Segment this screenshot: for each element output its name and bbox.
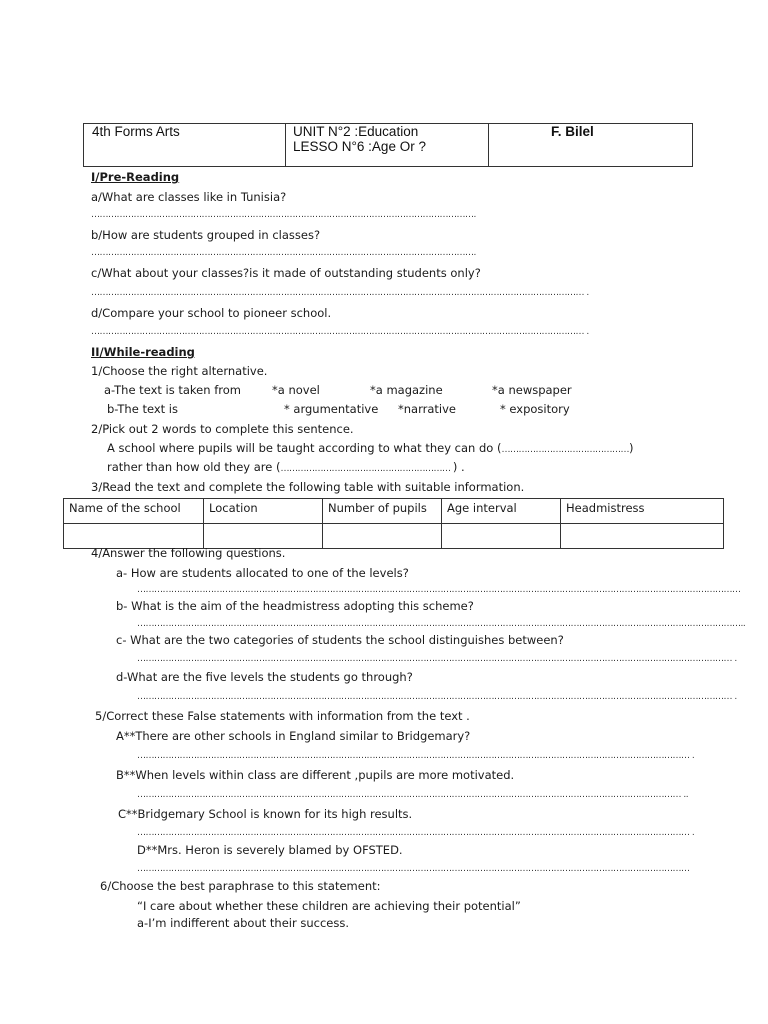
q1a-label: a-The text is taken from [104, 383, 241, 397]
cell-age[interactable] [442, 524, 561, 549]
q1a-option-newspaper[interactable]: *a newspaper [492, 383, 572, 397]
answer-line[interactable]: …………………………………………………………………………………………………………………………………………………………………………………………….. [137, 619, 746, 629]
answer-line[interactable]: ………………………………………………………………………………………………………………………. [91, 248, 476, 258]
cell-pupils[interactable] [323, 524, 442, 549]
cell-school[interactable] [64, 524, 204, 549]
header-table [83, 123, 693, 167]
question-b: b/How are students grouped in classes? [91, 228, 321, 242]
q2-sentence-2-end: ) . [452, 460, 465, 474]
header-location: Location [204, 499, 323, 524]
question-d: d/Compare your school to pioneer school. [91, 306, 332, 320]
header-name-of-school: Name of the school [64, 499, 204, 524]
blank-2[interactable]: …………………………………………………… [280, 464, 453, 474]
unit-title: UNIT N°2 :Education [293, 124, 419, 139]
question-2: 2/Pick out 2 words to complete this sentence. [91, 422, 354, 436]
statement-a: A**There are other schools in England similar to Bridgemary? [116, 729, 471, 743]
q2-sentence-2-text: rather than how old they are ( [107, 460, 281, 474]
question-4d: d-What are the five levels the students go through? [116, 670, 413, 684]
answer-line[interactable]: …………………………………………………………………………………………………………………………………………………………………………… . [137, 828, 695, 838]
header-headmistress: Headmistress [561, 499, 724, 524]
section-while-reading: II/While-reading [91, 345, 195, 359]
table-row [64, 524, 724, 549]
q1b-label: b-The text is [107, 402, 178, 416]
answer-line[interactable]: …………………………………………………………………………………………………………………………………………………………………………… [137, 864, 690, 874]
cell-location[interactable] [204, 524, 323, 549]
answer-line[interactable]: …………………………………………………………………………………………………………………………………………………………………………………………… [137, 585, 741, 595]
question-a: a/What are classes like in Tunisia? [91, 190, 287, 204]
question-4: 4/Answer the following questions. [91, 546, 286, 560]
teacher-name: F. Bilel [551, 124, 594, 139]
question-4a: a- How are students allocated to one of the levels? [116, 566, 409, 580]
cell-headmistress[interactable] [561, 524, 724, 549]
answer-line[interactable]: ………………………………………………………………………………………………………………………………………………………………………………………… . [137, 654, 737, 664]
statement-c: C**Bridgemary School is known for its high results. [118, 807, 413, 821]
class-name: 4th Forms Arts [92, 124, 180, 139]
q1b-option-argumentative[interactable]: * argumentative [284, 402, 379, 416]
question-4c: c- What are the two categories of students the school distinguishes between? [116, 633, 564, 647]
answer-line[interactable]: …………………………………………………………………………………………………………………………………………………………………………… . [137, 751, 695, 761]
q2-sentence-1-text: A school where pupils will be taught according to what they can do ( [107, 441, 502, 455]
answer-line[interactable]: ………………………………………………………………………………………………………………………………………………………… . [91, 327, 589, 337]
answer-line[interactable]: ………………………………………………………………………………………………………………………………………………………………………………………… . [137, 692, 737, 702]
q1a-option-novel[interactable]: *a novel [272, 383, 320, 397]
question-6: 6/Choose the best paraphrase to this statement: [100, 879, 381, 893]
q2-sentence-2 [107, 460, 465, 474]
statement-b: B**When levels within class are different ,pupils are more motivated. [116, 768, 515, 782]
q1b-option-narrative[interactable]: *narrative [398, 402, 456, 416]
q2-sentence-1 [107, 441, 633, 455]
header-divider [488, 124, 489, 166]
question-5: 5/Correct these False statements with information from the text . [95, 709, 470, 723]
q2-sentence-1-end: ) [628, 441, 634, 455]
question-c: c/What about your classes?is it made of outstanding students only? [91, 266, 481, 280]
header-divider [285, 124, 286, 166]
header-number-of-pupils: Number of pupils [323, 499, 442, 524]
table-header-row [64, 499, 724, 524]
lesson-title: LESSO N°6 :Age Or ? [293, 139, 426, 154]
answer-line[interactable]: ………………………………………………………………………………………………………………………………………………………………………… .. [137, 790, 689, 800]
info-table [63, 498, 724, 549]
quote-statement: “I care about whether these children are achieving their potential” [137, 899, 521, 913]
question-4b: b- What is the aim of the headmistress adopting this scheme? [116, 599, 474, 613]
question-3: 3/Read the text and complete the following table with suitable information. [91, 480, 525, 494]
q1b-option-expository[interactable]: * expository [500, 402, 570, 416]
q1a-option-magazine[interactable]: *a magazine [370, 383, 443, 397]
option-6a[interactable]: a-I’m indifferent about their success. [137, 916, 350, 930]
header-age-interval: Age interval [442, 499, 561, 524]
statement-d: D**Mrs. Heron is severely blamed by OFSTED. [137, 843, 403, 857]
answer-line[interactable]: ………………………………………………………………………………………………………………………. [91, 210, 476, 220]
blank-1[interactable]: ……………………………………… [501, 445, 629, 455]
answer-line[interactable]: ………………………………………………………………………………………………………………………………………………………… . [91, 288, 589, 298]
question-1: 1/Choose the right alternative. [91, 364, 268, 378]
section-pre-reading: I/Pre-Reading [91, 170, 180, 184]
